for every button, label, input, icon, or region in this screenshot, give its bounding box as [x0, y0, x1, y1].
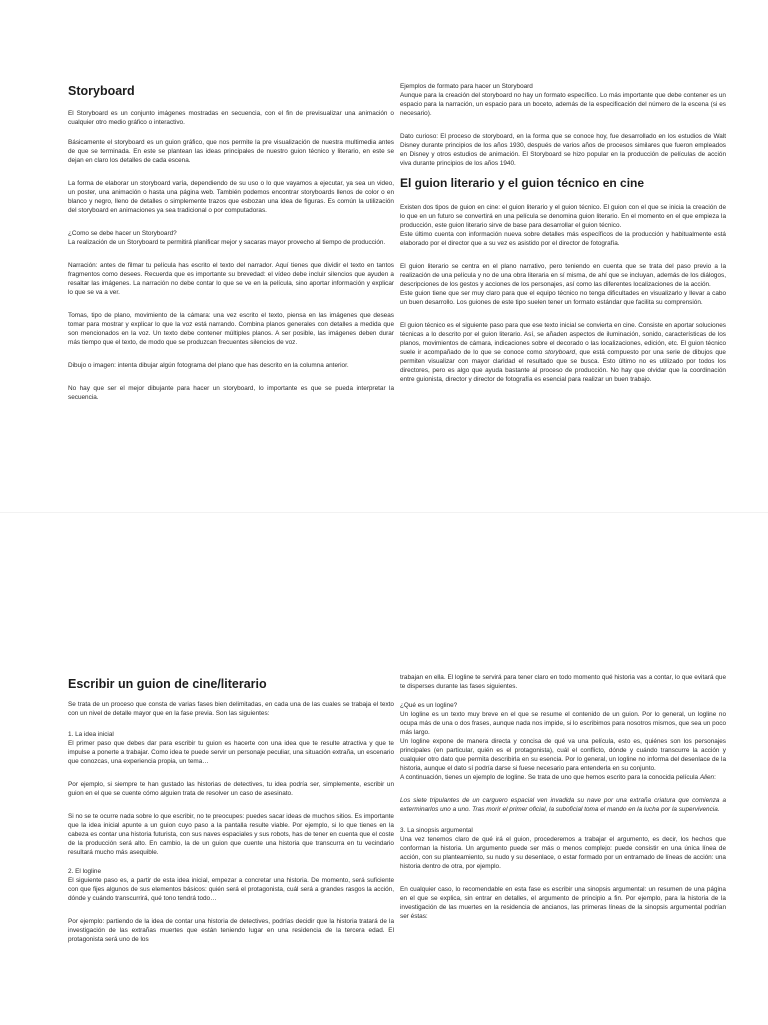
- paragraph: En cualquier caso, lo recomendable en esta fase es escribir una sinopsis argumental: un resumen de una página en el que se explica, sin entrar en detalles, el argumento de principio a fin. Por ejemplo, para la historia de la investigación de las muertes en la residencia de ancianos, las primeras líneas de la sinopsis argumental podrían ser éstas:: [400, 886, 726, 920]
- page-1-left-column: [68, 84, 394, 411]
- paragraph: Un logline es un texto muy breve en el que se resume el contenido de un guion. Por lo general, un logline no ocupa más de una o dos frases, aunque nada nos impide, si lo escribimos para nosotros mismos, que sea un poco más largo.: [400, 711, 726, 736]
- page-2-left-column: [68, 677, 394, 953]
- text-run: A continuación, tienes un ejemplo de logline. Se trata de uno que hemos escrito para la conocida película: [400, 774, 700, 781]
- paragraph: Un logline expone de manera directa y concisa de qué va una película, esto es, quiénes son los personajes principales (en particular, quién es el protagonista), cuál el conflicto, dónde y cuándo transcurre la acción y cualquier otro dato que permita describirla en su esencia. Por lo general, un logline no informa del desenlace de la historia, aunque el dato sí podría darse si fuese necesario para entenderla en su conjunto.: [400, 738, 726, 772]
- paragraph: Se trata de un proceso que consta de varias fases bien delimitadas, en cada una de las cuales se trabaja el texto con un nivel de detalle mayor que en la fase previa. Son las siguientes:: [68, 701, 394, 717]
- question-heading: ¿Como se debe hacer un Storyboard?: [68, 230, 177, 237]
- text-run: , que está compuesto por una serie de dibujos que permiten visualizar con mayor claridad el resultado que se busca. Esto último no es utilizado por todos los directores, pero es algo que ayuda bastante al proceso de producción. No hay que olvidar que la coordinación entre guionista, director y director de fotografía es esencial para realizar un buen trabajo.: [400, 349, 726, 383]
- document-page-1: [0, 0, 768, 512]
- paragraph: Dibujo o imagen: intenta dibujar algún fotograma del plano que has descrito en la columna anterior.: [68, 362, 349, 369]
- paragraph: El guion literario se centra en el plano narrativo, pero teniendo en cuenta que se trata del paso previo a la realización de una película y no de una obra literaria en sí misma, de ahí que se incluyan, además de los diálogos, descripciones de los gestos y acciones de los personajes, así como las diferentes localizaciones de la acción.: [400, 263, 726, 288]
- paragraph: Tomas, tipo de plano, movimiento de la cámara: una vez escrito el texto, piensa en las imágenes que deseas tomar para mostrar y explicar lo que la voz está narrando. Combina planos generales con detalles a medida que son mencionados en la voz. Un texto debe contener múltiples planos. A ser posible, las imágenes deben durar más tiempo que el texto, de modo que se produzcan frecuentes silencios de voz.: [68, 312, 394, 346]
- italic-term: storyboard: [544, 349, 576, 356]
- paragraph: Por ejemplo: partiendo de la idea de contar una historia de detectives, podrías decidir que la historia tratará de la investigación de las extrañas muertes que están teniendo lugar en una residencia de la tercera edad. El protagonista será uno de los: [68, 918, 394, 943]
- paragraph: La realización de un Storyboard te permitirá planificar mejor y sacaras mayor provecho al tiempo de producción.: [68, 239, 386, 246]
- paragraph: trabajan en ella. El logline te servirá para tener claro en todo momento qué historia vas a contar, lo que evitará que te disperses durante las fases siguientes.: [400, 674, 726, 690]
- subheading-logline: 2. El logline: [68, 868, 102, 875]
- examples-heading: Ejemplos de formato para hacer un Storyboard: [400, 83, 533, 90]
- page-1-right-column: [400, 82, 726, 393]
- text-run: :: [714, 774, 716, 781]
- paragraph: El primer paso que debes dar para escribir tu guion es hacerte con una idea que te resulte atractiva y que te impulse a ponerte a trabajar. Como idea te puede servir un personaje peculiar, una situación extraña, un escenario que conozcas, una experiencia propia, un tema…: [68, 740, 394, 765]
- subheading-idea-inicial: 1. La idea inicial: [68, 731, 114, 738]
- paragraph: Existen dos tipos de guion en cine: el guion literario y el guion técnico. El guion con el que se inicia la creación de lo que en un futuro se convertirá en una película se denomina guion literario. En el momento en el que empieza la producción, este guion literario sirve de base para desarrollar el guion técnico.: [400, 204, 726, 229]
- logline-quote: [400, 796, 726, 814]
- document-page-2: [0, 512, 768, 1025]
- italic-title: Alien: [699, 774, 715, 781]
- paragraph: La forma de elaborar un storyboard varía, dependiendo de su uso o lo que vayamos a ejecutar, ya sea un video, un poster, una animación o hasta una página web. También podemos encontrar storyboards llenos de color o en blanco y negro, lleno de detalles o simplemente trazos que esbozan una idea de figuras. Es común la utilización del storyboard en animaciones ya sea tradicional o por computadoras.: [68, 180, 394, 214]
- paragraph: Este último cuenta con información nueva sobre detalles más específicos de la producción y habitualmente está elaborado por el director que a su vez es asistido por el director de fotografía.: [400, 231, 726, 247]
- paragraph-ejemplo: [400, 773, 726, 782]
- paragraph: El siguiente paso es, a partir de esta idea inicial, empezar a concretar una historia. De momento, será suficiente con que fijes algunos de sus elementos básicos: quién será el protagonista, cuál será a grandes rasgos la acción, dónde y cuándo transcurrirá, qué tono tendrá todo…: [68, 877, 394, 902]
- paragraph: Este guion tiene que ser muy claro para que el equipo técnico no tenga dificultades en visualizarlo y llevar a cabo un buen desarrollo. Los guiones de este tipo suelen tener un formato estándar que facilita su comprensión.: [400, 290, 726, 306]
- paragraph: El Storyboard es un conjunto imágenes mostradas en secuencia, con el fin de previsualizar una animación o cualquier otro medio gráfico o interactivo.: [68, 110, 394, 126]
- subheading-que-es-logline: ¿Qué es un logline?: [400, 702, 458, 709]
- quote-text: Los siete tripulantes de un carguero espacial ven invadida su nave por una extraña criatura que comienza a exterminarlos uno a uno. Tras morir el primer oficial, la suboficial toma el mando en la lucha por la supervivencia.: [400, 797, 726, 813]
- subheading-sinopsis: 3. La sinopsis argumental: [400, 827, 473, 834]
- page-2-right-column: [400, 673, 726, 930]
- paragraph: No hay que ser el mejor dibujante para hacer un storyboard, lo importante es que se pueda interpretar la secuencia.: [68, 385, 394, 401]
- paragraph: Básicamente el storyboard es un guion gráfico, que nos permite la pre visualización de nuestra multimedia antes de que se terminada. En este se plantean las ideas principales de nuestro guion técnico y literario, en este se dejan en claro los detalles de cada escena.: [68, 139, 394, 164]
- paragraph: Una vez tenemos claro de qué irá el guion, procederemos a trabajar el argumento, es decir, los hechos que conforman la historia. Un argumento puede ser más o menos complejo: puede consistir en una única línea de acción, con su planteamiento, su nudo y su desenlace, o estar formado por un entramado de líneas de acción: una historia dentro de otra, por ejemplo.: [400, 836, 726, 870]
- paragraph: Narración: antes de filmar tu película has escrito el texto del narrador. Aquí tienes que dividir el texto en tantos fragmentos como desees. Recuerda que es importante su brevedad: el vídeo debe incluir silencios que ayuden a resaltar las imágenes. La narración no debe contar lo que se ve en la película, sino aportar información y explicar lo que se va a ver.: [68, 262, 394, 296]
- paragraph: Aunque para la creación del storyboard no hay un formato específico. Lo más importante que debe contener es un espacio para la narración, un espacio para un boceto, además de la especificación del número de la escena (si es necesario).: [400, 92, 726, 117]
- paragraph-guion-tecnico: [400, 321, 726, 384]
- paragraph: Si no se te ocurre nada sobre lo que escribir, no te preocupes: puedes sacar ideas de muchos sitios. Es importante que la idea inicial apunte a un guion cuyo paso a la pantalla resulte viable. Por ejemplo, si lo que tienes en la cabeza es contar una historia futurista, con sus naves espaciales y sus robots, has de tener en cuenta que el coste de la producción será alto. En cambio, la de un guion que cuente una historia que transcurra en tu vecindario resultará mucho más asequible.: [68, 813, 394, 856]
- section-title-escribir-guion: Escribir un guion de cine/literario: [68, 677, 267, 691]
- text-run: El guion técnico es el siguiente paso para que ese texto inicial se convierta en cine. Consiste en aportar soluciones técnicas a lo descrito por el guion literario. Así, se añaden aspectos de iluminación, sonido, características de los planos, movimientos de cámara, indicaciones sobre el decorado o las localizaciones, edición, etc. El guion técnico suele ir acompañado de lo que se conoce como: [400, 322, 726, 356]
- section-title-guion-literario-tecnico: El guion literario y el guion técnico en cine: [400, 176, 645, 190]
- paragraph: Dato curioso: El proceso de storyboard, en la forma que se conoce hoy, fue desarrollado en los estudios de Walt Disney durante principios de los años 1930, después de varios años de procesos similares que fueron empleados en Disney y otros estudios de animación. El Storyboard se hizo popular en la producción de películas de acción viva durante principios de los años 1940.: [400, 133, 726, 167]
- section-title-storyboard: Storyboard: [68, 84, 135, 98]
- paragraph: Por ejemplo, si siempre te han gustado las historias de detectives, tu idea podría ser, simplemente, escribir un guion en el que se cuente cómo alguien trata de resolver un caso de asesinato.: [68, 781, 394, 797]
